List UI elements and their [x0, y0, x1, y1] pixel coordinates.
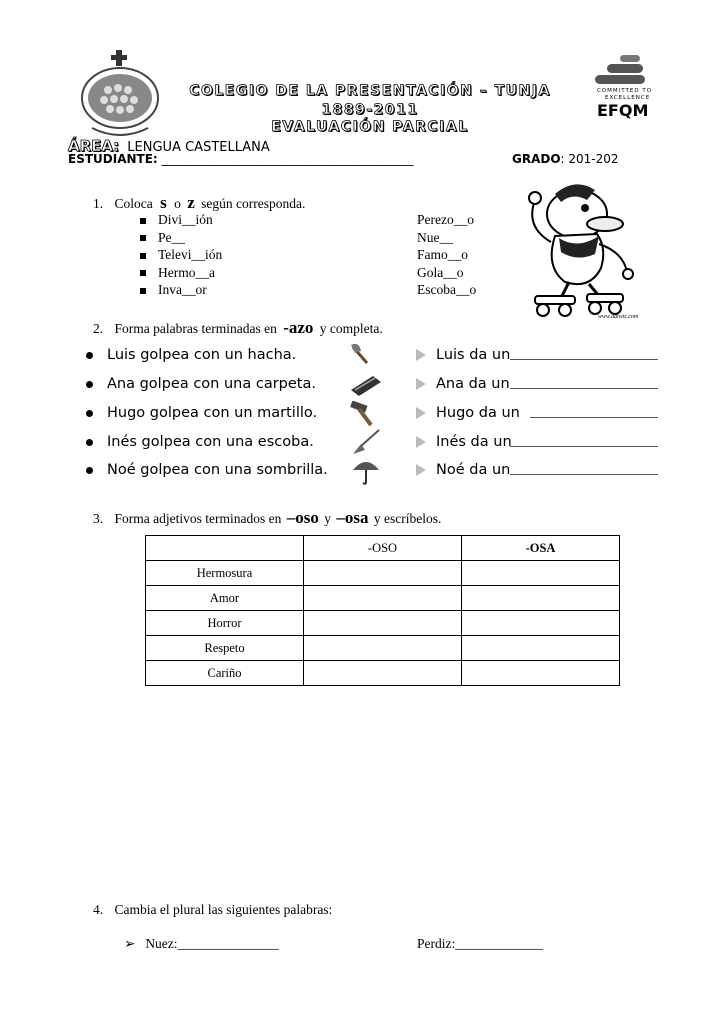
table-row: [146, 636, 620, 661]
q4-item-text: Nuez:_______________: [145, 936, 279, 951]
list-item: Perezo__o: [417, 212, 474, 227]
q2-sentence: Noé golpea con una sombrilla.: [107, 462, 328, 478]
q2-sentence: Luis golpea con un hacha.: [107, 347, 297, 363]
efqm-excellence-text: EXCELLENCE: [605, 95, 651, 101]
list-item: Nue__: [417, 229, 453, 245]
q1-right-list: [417, 211, 476, 299]
q1-word: Hermo__a: [158, 264, 215, 280]
list-item: [140, 264, 222, 282]
student-label: ESTUDIANTE:: [68, 152, 158, 166]
q3-suffix-osa: –osa: [336, 508, 369, 527]
q2-sentence: Inés golpea con una escoba.: [107, 434, 314, 450]
list-item: [140, 211, 222, 229]
q2-answer-label: Hugo da un: [436, 405, 520, 421]
q1-pre-text: Coloca: [114, 196, 153, 211]
answer-cell-osa[interactable]: [462, 611, 620, 636]
list-item: Gola__o: [417, 264, 464, 280]
q1-word: Divi__ión: [158, 212, 213, 227]
list-item: Famo__o: [417, 247, 469, 262]
q4-item-nuez[interactable]: [124, 936, 279, 952]
q3-suffix-oso: –oso: [286, 508, 319, 527]
q2-answer-line[interactable]: [510, 358, 658, 360]
q2-answer-label: Inés da un: [436, 434, 512, 450]
efqm-wordmark: EFQM: [597, 101, 649, 120]
q4-item-text: Perdiz:_____________: [417, 936, 543, 951]
student-row: [68, 152, 414, 166]
q3-post-text: y escríbelos.: [373, 511, 442, 526]
efqm-logo: [595, 55, 655, 125]
school-crest-logo: [78, 50, 162, 142]
answer-cell-oso[interactable]: [304, 636, 462, 661]
q2-sentence: Ana golpea con una carpeta.: [107, 376, 316, 392]
q1-instruction: [93, 193, 305, 213]
q2-pre-text: Forma palabras terminadas en: [114, 321, 277, 336]
q4-number: 4.: [93, 902, 104, 917]
grade-row: [512, 152, 619, 166]
table-row: [146, 586, 620, 611]
answer-cell-osa[interactable]: [462, 561, 620, 586]
q2-sentence: Hugo golpea con un martillo.: [107, 405, 318, 421]
q1-word: Pe__: [158, 229, 185, 245]
q3-instruction: [93, 508, 441, 528]
q3-number: 3.: [93, 511, 104, 526]
broom-icon: [349, 428, 381, 461]
q1-post-text: según corresponda.: [201, 196, 306, 211]
empty-cell: [146, 536, 304, 561]
word-cell: Amor: [146, 586, 304, 611]
header-subtitle: EVALUACIÓN PARCIAL: [271, 119, 469, 135]
q3-pre-text: Forma adjetivos terminados en: [114, 511, 282, 526]
q1-number: 1.: [93, 196, 104, 211]
column-header-oso: -OSO: [304, 536, 462, 561]
folder-icon: [349, 374, 383, 401]
adjectives-table: [145, 535, 620, 686]
answer-cell-osa[interactable]: [462, 586, 620, 611]
q1-word: Televi__ión: [158, 247, 223, 262]
header-title: COLEGIO DE LA PRESENTACIÓN – TUNJA: [189, 83, 551, 99]
grade-label: GRADO: [512, 152, 561, 166]
q2-number: 2.: [93, 321, 104, 336]
header-years: 1889-2011: [321, 102, 419, 118]
answer-cell-osa[interactable]: [462, 661, 620, 686]
umbrella-icon: [351, 458, 381, 491]
table-row: [86, 458, 666, 486]
q2-post-text: y completa.: [319, 321, 383, 336]
answer-cell-oso[interactable]: [304, 611, 462, 636]
q2-answer-label: Noé da un: [436, 462, 511, 478]
arrow-bullet-icon: ➢: [124, 936, 136, 951]
grade-value: : 201-202: [560, 152, 619, 166]
list-item: [140, 229, 222, 247]
answer-cell-oso[interactable]: [304, 661, 462, 686]
q2-instruction: [93, 318, 383, 338]
word-cell: Cariño: [146, 661, 304, 686]
cartoon-duck-illustration: [515, 172, 645, 322]
list-item: [140, 246, 222, 264]
image-credit: www.adiwiz.com: [598, 314, 639, 320]
word-cell: Respeto: [146, 636, 304, 661]
word-cell: Horror: [146, 611, 304, 636]
list-item: Escoba__o: [417, 282, 477, 297]
q4-text: Cambia el plural las siguientes palabras:: [114, 902, 333, 917]
area-label: ÁREA:: [68, 137, 120, 155]
student-name-line[interactable]: __________________________________________: [161, 152, 414, 166]
table-row: [146, 611, 620, 636]
answer-cell-oso[interactable]: [304, 586, 462, 611]
q1-o: o: [174, 196, 181, 211]
q2-answer-line[interactable]: [510, 445, 658, 447]
q2-answer-label: Ana da un: [436, 376, 510, 392]
q1-letter-z: z: [187, 193, 195, 212]
efqm-committed-text: COMMITTED TO: [597, 88, 653, 94]
q1-left-list: [140, 211, 222, 299]
table-row: [146, 661, 620, 686]
q1-word: Inva__or: [158, 282, 207, 297]
q2-suffix: -azo: [283, 318, 314, 337]
q4-instruction: [93, 902, 332, 918]
table-row: [146, 561, 620, 586]
area-value: LENGUA CASTELLANA: [127, 140, 270, 155]
list-item: [140, 281, 222, 299]
table-row: [86, 430, 666, 458]
table-row: [86, 372, 666, 400]
q2-answer-line[interactable]: [530, 416, 658, 418]
q2-answer-label: Luis da un: [436, 347, 511, 363]
answer-cell-oso[interactable]: [304, 561, 462, 586]
table-row: [86, 401, 666, 429]
q2-answer-line[interactable]: [510, 473, 658, 475]
q3-y: y: [324, 511, 331, 526]
answer-cell-osa[interactable]: [462, 636, 620, 661]
word-cell: Hermosura: [146, 561, 304, 586]
axe-icon: [349, 343, 375, 372]
table-row: [146, 536, 620, 561]
column-header-osa: -OSA: [462, 536, 620, 561]
q1-letter-s: s: [160, 193, 167, 212]
q2-answer-line[interactable]: [510, 387, 658, 389]
table-row: [86, 343, 666, 371]
q4-item-perdiz[interactable]: [417, 936, 543, 952]
